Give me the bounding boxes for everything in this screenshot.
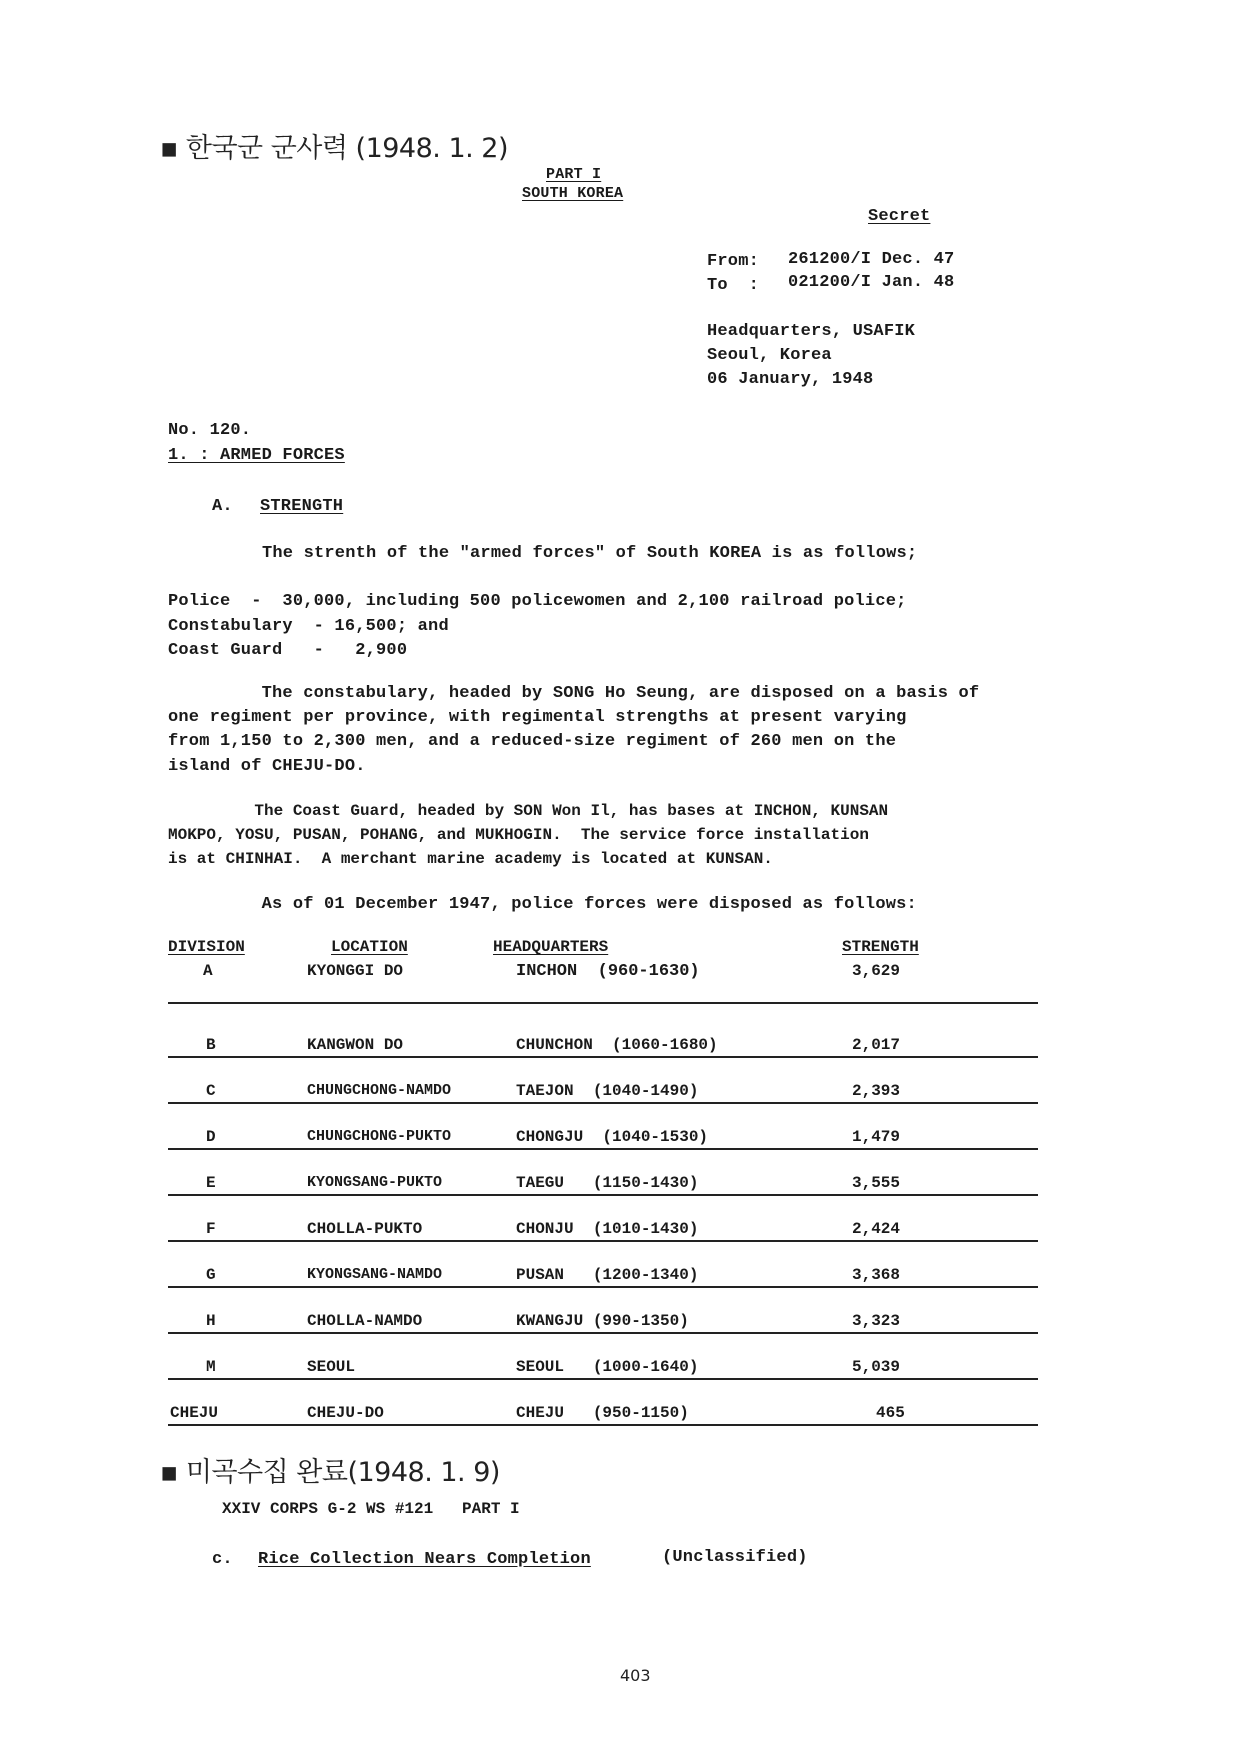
row-divider (168, 1148, 1038, 1150)
location-cell: KANGWON DO (307, 1036, 404, 1054)
headquarters-cell: PUSAN (1200-1340) (516, 1266, 699, 1284)
location-cell: CHEJU-DO (307, 1404, 384, 1422)
location-cell: CHUNGCHONG-PUKTO (307, 1128, 452, 1145)
division-cell: G (206, 1266, 216, 1284)
paragraph-line: from 1,150 to 2,300 men, and a reduced-size regiment of 260 men on the (168, 732, 897, 751)
paragraph-line: The constabulary, headed by SONG Ho Seung, are disposed on a basis of (168, 684, 980, 703)
row-divider (168, 1332, 1038, 1334)
location-cell: SEOUL (307, 1358, 356, 1376)
force-coast-guard: Coast Guard - 2,900 (168, 641, 408, 660)
location-cell: KYONGSANG-PUKTO (307, 1174, 443, 1191)
paragraph-line: is at CHINHAI. A merchant marine academy is located at KUNSAN. (168, 850, 773, 868)
division-cell: A (203, 962, 213, 980)
row-divider (168, 1240, 1038, 1242)
headquarters-cell: CHONGJU (1040-1530) (516, 1128, 709, 1146)
paragraph-line: island of CHEJU-DO. (168, 757, 366, 776)
report-number: No. 120. (168, 421, 252, 440)
row-divider (168, 1194, 1038, 1196)
row-divider (168, 1424, 1038, 1426)
division-cell: B (206, 1036, 216, 1054)
location-cell: KYONGGI DO (307, 962, 404, 980)
division-cell: F (206, 1220, 216, 1238)
paragraph-line: one regiment per province, with regimental strengths at present varying (168, 708, 907, 727)
date-line: 06 January, 1948 (707, 370, 874, 389)
police-intro: As of 01 December 1947, police forces were disposed as follows: (168, 895, 917, 914)
paragraph-line: MOKPO, YOSU, PUSAN, POHANG, and MUKHOGIN. The service force installation (168, 826, 869, 844)
strength-cell: 3,368 (852, 1266, 901, 1284)
strength-cell: 2,424 (852, 1220, 901, 1238)
classification-label: Secret (868, 207, 931, 226)
headquarters-cell: TAEGU (1150-1430) (516, 1174, 699, 1192)
column-header-division: DIVISION (168, 938, 245, 956)
hq-line: Headquarters, USAFIK (707, 322, 916, 341)
strength-cell: 1,479 (852, 1128, 901, 1146)
row-divider (168, 1002, 1038, 1004)
row-divider (168, 1102, 1038, 1104)
division-cell: CHEJU (170, 1404, 219, 1422)
city-line: Seoul, Korea (707, 346, 832, 365)
row-divider (168, 1378, 1038, 1380)
page-number: 403 (620, 1666, 651, 1685)
strength-cell: 5,039 (852, 1358, 901, 1376)
location-cell: CHUNGCHONG-NAMDO (307, 1082, 452, 1099)
to-value: 021200/I Jan. 48 (788, 273, 955, 292)
section-heading: 1. : ARMED FORCES (168, 446, 345, 465)
column-header-location: LOCATION (331, 938, 408, 956)
headquarters-cell: SEOUL (1000-1640) (516, 1358, 699, 1376)
korean-annotation-heading: ▪ 한국군 군사력 (1948. 1. 2) (160, 133, 509, 164)
strength-cell: 2,017 (852, 1036, 901, 1054)
headquarters-cell: TAEJON (1040-1490) (516, 1082, 699, 1100)
row-divider (168, 1286, 1038, 1288)
division-cell: C (206, 1082, 216, 1100)
headquarters-cell: CHEJU (950-1150) (516, 1404, 689, 1422)
subsection-title: STRENGTH (260, 497, 344, 516)
headquarters-cell: KWANGJU (990-1350) (516, 1312, 689, 1330)
division-cell: H (206, 1312, 216, 1330)
from-value: 261200/I Dec. 47 (788, 250, 955, 269)
location-cell: CHOLLA-NAMDO (307, 1312, 423, 1330)
headquarters-cell: CHONJU (1010-1430) (516, 1220, 699, 1238)
subsection-letter: A. (212, 497, 233, 516)
column-header-headquarters: HEADQUARTERS (493, 938, 609, 956)
strength-cell: 465 (876, 1404, 905, 1422)
item-title: Rice Collection Nears Completion (258, 1550, 591, 1569)
column-header-strength: STRENGTH (842, 938, 919, 956)
item-letter: c. (212, 1550, 233, 1569)
division-cell: M (206, 1358, 216, 1376)
from-label: From: (707, 252, 760, 271)
part-label: PART I (546, 166, 602, 183)
force-police: Police - 30,000, including 500 policewomen and 2,100 railroad police; (168, 592, 907, 611)
item-classification: (Unclassified) (662, 1548, 808, 1567)
strength-cell: 3,323 (852, 1312, 901, 1330)
division-cell: E (206, 1174, 216, 1192)
to-label: To : (707, 276, 760, 295)
korean-annotation-heading: ▪ 미곡수집 완료(1948. 1. 9) (160, 1457, 500, 1488)
region-label: SOUTH KOREA (522, 185, 624, 202)
row-divider (168, 1056, 1038, 1058)
location-cell: KYONGSANG-NAMDO (307, 1266, 443, 1283)
strength-intro: The strenth of the "armed forces" of South KOREA is as follows; (262, 544, 918, 563)
location-cell: CHOLLA-PUKTO (307, 1220, 423, 1238)
force-constabulary: Constabulary - 16,500; and (168, 617, 449, 636)
division-cell: D (206, 1128, 216, 1146)
paragraph-line: The Coast Guard, headed by SON Won Il, has bases at INCHON, KUNSAN (168, 802, 889, 820)
strength-cell: 3,629 (852, 962, 901, 980)
strength-cell: 3,555 (852, 1174, 901, 1192)
headquarters-cell: CHUNCHON (1060-1680) (516, 1036, 718, 1054)
strength-cell: 2,393 (852, 1082, 901, 1100)
headquarters-cell: INCHON (960-1630) (516, 962, 700, 981)
report-reference: XXIV CORPS G-2 WS #121 PART I (222, 1500, 520, 1518)
